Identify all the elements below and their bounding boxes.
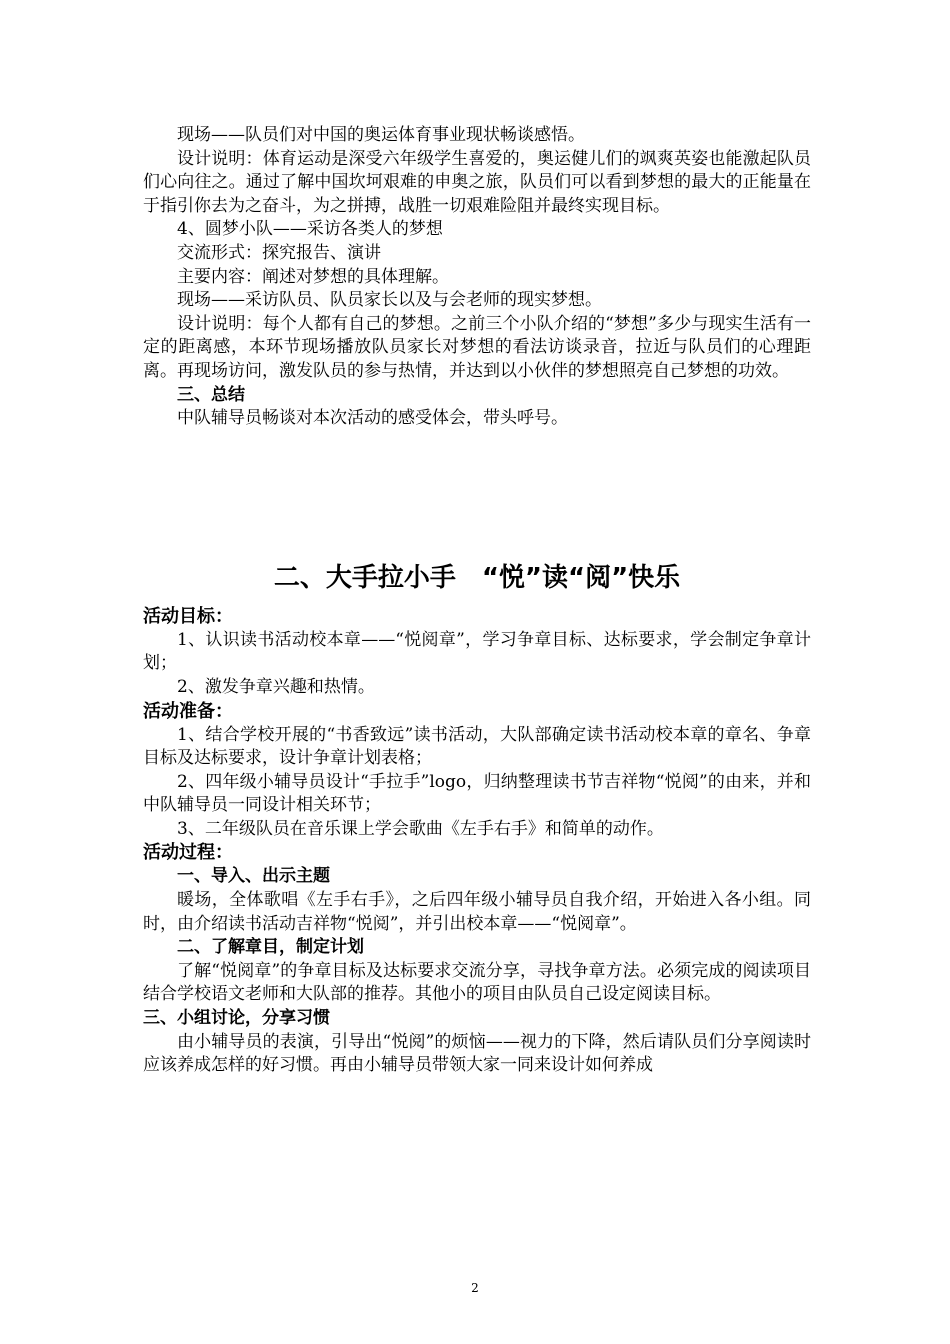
prep-item: 1、结合学校开展的“书香致远”读书活动，大队部确定读书活动校本章的章名、争章目标及达标要求，设计争章计划表格； xyxy=(143,724,811,769)
goal-item: 2、激发争章兴趣和热情。 xyxy=(177,676,375,697)
spacer xyxy=(143,431,811,561)
section-1 xyxy=(143,124,811,431)
goals-label: 活动目标： xyxy=(143,605,233,627)
page-number: 2 xyxy=(471,1281,479,1295)
summary-text: 中队辅导员畅谈对本次活动的感受体会，带头呼号。 xyxy=(177,408,568,429)
paragraph: 现场——采访队员、队员家长以及与会老师的现实梦想。 xyxy=(177,290,602,311)
goal-item: 1、认识读书活动校本章——“悦阅章”，学习争章目标、达标要求，学会制定争章计划； xyxy=(143,629,811,674)
paragraph: 设计说明：体育运动是深受六年级学生喜爱的，奥运健儿们的飒爽英姿也能激起队员们心向往之。通过了解中国坎坷艰难的申奥之旅，队员们可以看到梦想的最大的正能量在于指引你去为之奋斗，为之拼搏，战胜一切艰难险阻并最终实现目标。 xyxy=(143,148,811,216)
process-label: 活动过程： xyxy=(143,842,233,864)
step-text: 暖场，全体歌唱《左手右手》，之后四年级小辅导员自我介绍，开始进入各小组。同时，由介绍读书活动吉祥物“悦阅”，并引出校本章——“悦阅章”。 xyxy=(143,890,811,934)
step-text: 由小辅导员的表演，引导出“悦阅”的烦恼——视力的下降，然后请队员们分享阅读时应该养成怎样的好习惯。再由小辅导员带领大家一同来设计如何养成 xyxy=(143,1031,811,1076)
paragraph: 4、圆梦小队——采访各类人的梦想 xyxy=(177,219,443,240)
section-title: 二、大手拉小手 “悦”读“阅”快乐 xyxy=(273,562,681,593)
document-page xyxy=(143,124,811,1078)
prep-item: 2、四年级小辅导员设计“手拉手”logo，归纳整理读书节吉祥物“悦阅”的由来，并和中队辅导员一同设计相关环节； xyxy=(143,771,811,816)
paragraph: 现场——队员们对中国的奥运体育事业现状畅谈感悟。 xyxy=(177,125,585,145)
prep-item: 3、二年级队员在音乐课上学会歌曲《左手右手》和简单的动作。 xyxy=(177,818,664,839)
step-text: 了解“悦阅章”的争章目标及达标要求交流分享，寻找争章方法。必须完成的阅读项目结合学校语文老师和大队部的推荐。其他小的项目由队员自己设定阅读目标。 xyxy=(143,960,811,1005)
section-2 xyxy=(143,561,811,1078)
step-heading: 一、导入、出示主题 xyxy=(177,866,330,887)
prep-label: 活动准备： xyxy=(143,700,233,722)
paragraph: 设计说明：每个人都有自己的梦想。之前三个小队介绍的“梦想”多少与现实生活有一定的距离感，本环节现场播放队员家长对梦想的看法访谈录音，拉近与队员们的心理距离。再现场访问，激发队员的参与热情，并达到以小伙伴的梦想照亮自己梦想的功效。 xyxy=(143,313,811,381)
step-heading: 三、小组讨论，分享习惯 xyxy=(143,1008,330,1029)
paragraph: 主要内容：阐述对梦想的具体理解。 xyxy=(177,266,449,287)
step-heading: 二、了解章目，制定计划 xyxy=(177,937,364,958)
paragraph: 交流形式：探究报告、演讲 xyxy=(177,242,381,263)
summary-heading: 三、总结 xyxy=(177,384,245,405)
